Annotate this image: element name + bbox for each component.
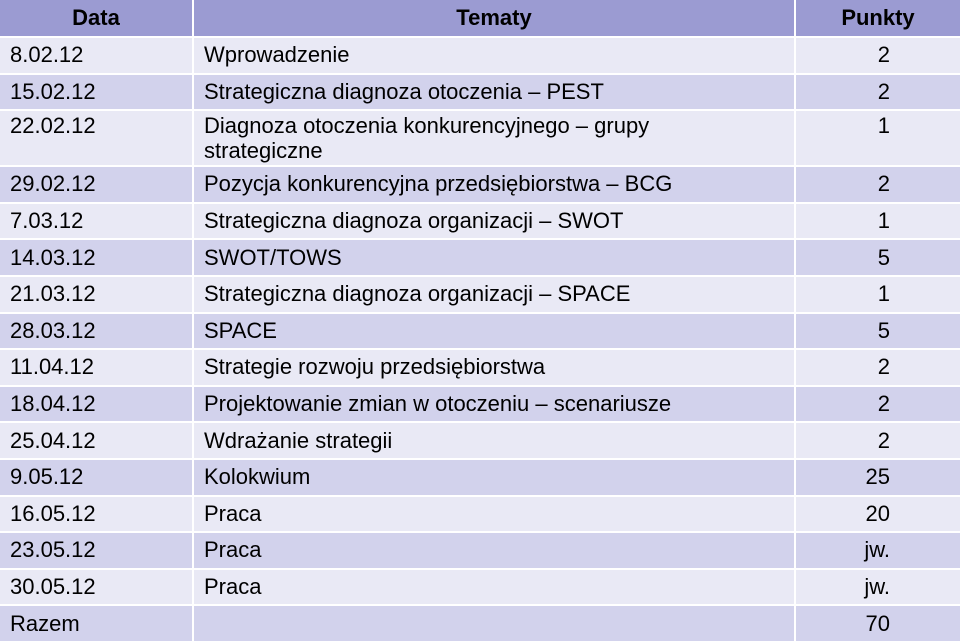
points-cell: 1 [796, 111, 960, 167]
table-row [0, 111, 960, 167]
topic-cell: SWOT/TOWS [194, 240, 796, 277]
points-cell: 1 [796, 277, 960, 314]
topic-cell: Wprowadzenie [194, 38, 796, 75]
topic-cell: Pozycja konkurencyjna przedsiębiorstwa – BCG [194, 167, 796, 204]
date-cell: 29.02.12 [0, 167, 194, 204]
table-row [0, 497, 960, 534]
points-cell: 5 [796, 240, 960, 277]
date-cell: 7.03.12 [0, 204, 194, 241]
date-cell: 25.04.12 [0, 423, 194, 460]
table-row [0, 460, 960, 497]
date-cell: 8.02.12 [0, 38, 194, 75]
topic-cell: Strategie rozwoju przedsiębiorstwa [194, 350, 796, 387]
points-cell: 5 [796, 314, 960, 351]
points-cell: 25 [796, 460, 960, 497]
topic-cell: SPACE [194, 314, 796, 351]
header-row [0, 0, 960, 38]
table-row [0, 240, 960, 277]
date-cell: 23.05.12 [0, 533, 194, 570]
table-row [0, 387, 960, 424]
topic-cell: Diagnoza otoczenia konkurencyjnego – grupy strategiczne [194, 111, 796, 167]
topic-cell: Praca [194, 533, 796, 570]
table-row [0, 570, 960, 607]
date-cell: 9.05.12 [0, 460, 194, 497]
table-row [0, 533, 960, 570]
points-cell: 2 [796, 423, 960, 460]
total-row [0, 606, 960, 641]
points-cell: jw. [796, 533, 960, 570]
topic-cell: Praca [194, 570, 796, 607]
table-row [0, 314, 960, 351]
points-cell: 2 [796, 167, 960, 204]
points-cell: 2 [796, 350, 960, 387]
points-cell: 20 [796, 497, 960, 534]
date-cell: 28.03.12 [0, 314, 194, 351]
table-body [0, 38, 960, 641]
points-cell: 1 [796, 204, 960, 241]
header-points: Punkty [796, 0, 960, 38]
table-row [0, 277, 960, 314]
topic-cell: Kolokwium [194, 460, 796, 497]
points-cell: jw. [796, 570, 960, 607]
topic-cell: Strategiczna diagnoza organizacji – SWOT [194, 204, 796, 241]
points-cell: 2 [796, 75, 960, 112]
date-cell: 22.02.12 [0, 111, 194, 167]
total-label: Razem [0, 606, 194, 641]
total-topic-cell [194, 606, 796, 641]
table-row [0, 423, 960, 460]
date-cell: 11.04.12 [0, 350, 194, 387]
table-row [0, 350, 960, 387]
header-topic: Tematy [194, 0, 796, 38]
table-row [0, 38, 960, 75]
header-date: Data [0, 0, 194, 38]
points-cell: 2 [796, 38, 960, 75]
table-row [0, 75, 960, 112]
topic-cell: Strategiczna diagnoza otoczenia – PEST [194, 75, 796, 112]
date-cell: 21.03.12 [0, 277, 194, 314]
points-cell: 2 [796, 387, 960, 424]
topic-cell: Projektowanie zmian w otoczeniu – scenariusze [194, 387, 796, 424]
date-cell: 14.03.12 [0, 240, 194, 277]
table-row [0, 167, 960, 204]
date-cell: 16.05.12 [0, 497, 194, 534]
topic-cell: Praca [194, 497, 796, 534]
topic-cell: Wdrażanie strategii [194, 423, 796, 460]
table-row [0, 204, 960, 241]
date-cell: 15.02.12 [0, 75, 194, 112]
topic-cell: Strategiczna diagnoza organizacji – SPACE [194, 277, 796, 314]
date-cell: 30.05.12 [0, 570, 194, 607]
date-cell: 18.04.12 [0, 387, 194, 424]
total-points: 70 [796, 606, 960, 641]
